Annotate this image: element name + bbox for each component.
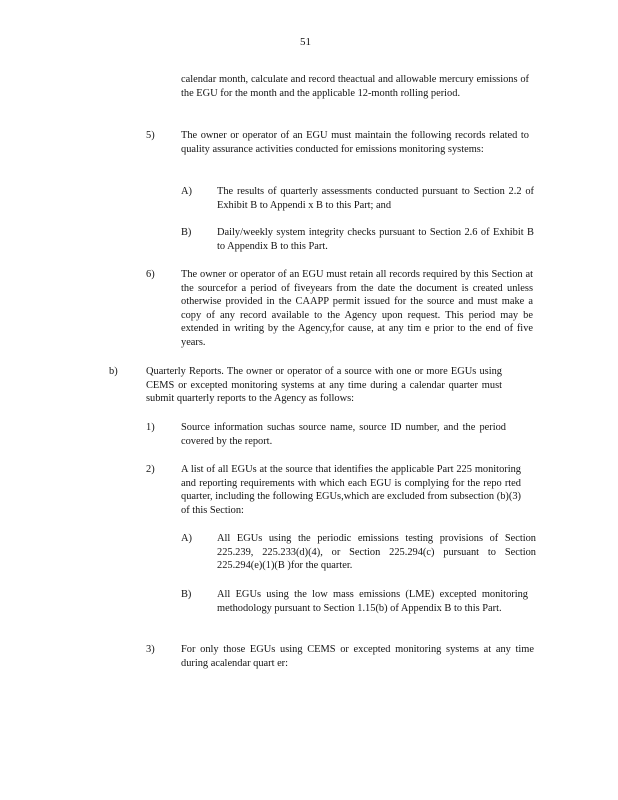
item-5b-text: Daily/weekly system integrity checks pursuant to Section 2.6 of Exhibit B to Appendix B to this Part. bbox=[217, 227, 534, 252]
item-b2-label: 2) bbox=[146, 464, 155, 475]
item-5a-text: The results of quarterly assessments conducted pursuant to Section 2.2 of Exhibit B to Appendi x B to this Part; and bbox=[217, 186, 534, 211]
item-6-text: The owner or operator of an EGU must retain all records required by this Section at the sourcefor a period of fiveyears from the date the document is created unless otherwise provided in the CAAPP permit issued for the source and must make a copy of any record available to the Agency upon request. This period may be extended in writing by the Agency,for cause, at any tim e prior to the end of five years. bbox=[181, 269, 533, 348]
continuation-paragraph: calendar month, calculate and record theactual and allowable mercury emissions of the EGU for the month and the applicable 12-month rolling period. bbox=[181, 74, 529, 99]
item-b2a-label: A) bbox=[181, 533, 192, 544]
item-b3-text: For only those EGUs using CEMS or excepted monitoring systems at any time during acalendar quart er: bbox=[181, 644, 534, 669]
item-6-label: 6) bbox=[146, 269, 155, 280]
item-b1-text: Source information suchas source name, source ID number, and the period covered by the report. bbox=[181, 422, 506, 447]
page-number: 51 bbox=[300, 36, 311, 48]
item-b1-label: 1) bbox=[146, 422, 155, 433]
item-5-label: 5) bbox=[146, 130, 155, 141]
section-b-text: Quarterly Reports. The owner or operator of a source with one or more EGUs using CEMS or excepted monitoring systems at any time during a calendar quarter must submit quarterly reports to the Agency as follows: bbox=[146, 366, 502, 405]
item-5b-label: B) bbox=[181, 227, 192, 238]
item-5-text: The owner or operator of an EGU must maintain the following records related to quality assurance activities conducted for emissions monitoring systems: bbox=[181, 130, 529, 155]
item-b2a-text: All EGUs using the periodic emissions testing provisions of Section 225.239, 225.233(d)(4), or Section 225.294(c) pursuant to Section 225.294(e)(1)(B )for the quarter. bbox=[217, 533, 536, 572]
item-b2-text: A list of all EGUs at the source that identifies the applicable Part 225 monitoring and reporting requirements with which each EGU is complying for the repo rted quarter, including the following EGUs,which are excluded from subsection (b)(3) of this Section: bbox=[181, 464, 521, 516]
item-b2b-text: All EGUs using the low mass emissions (LME) excepted monitoring methodology pursuant to Section 1.15(b) of Appendix B to this Part. bbox=[217, 589, 528, 614]
section-b-label: b) bbox=[109, 366, 118, 377]
item-5a-label: A) bbox=[181, 186, 192, 197]
item-b2b-label: B) bbox=[181, 589, 192, 600]
item-b3-label: 3) bbox=[146, 644, 155, 655]
